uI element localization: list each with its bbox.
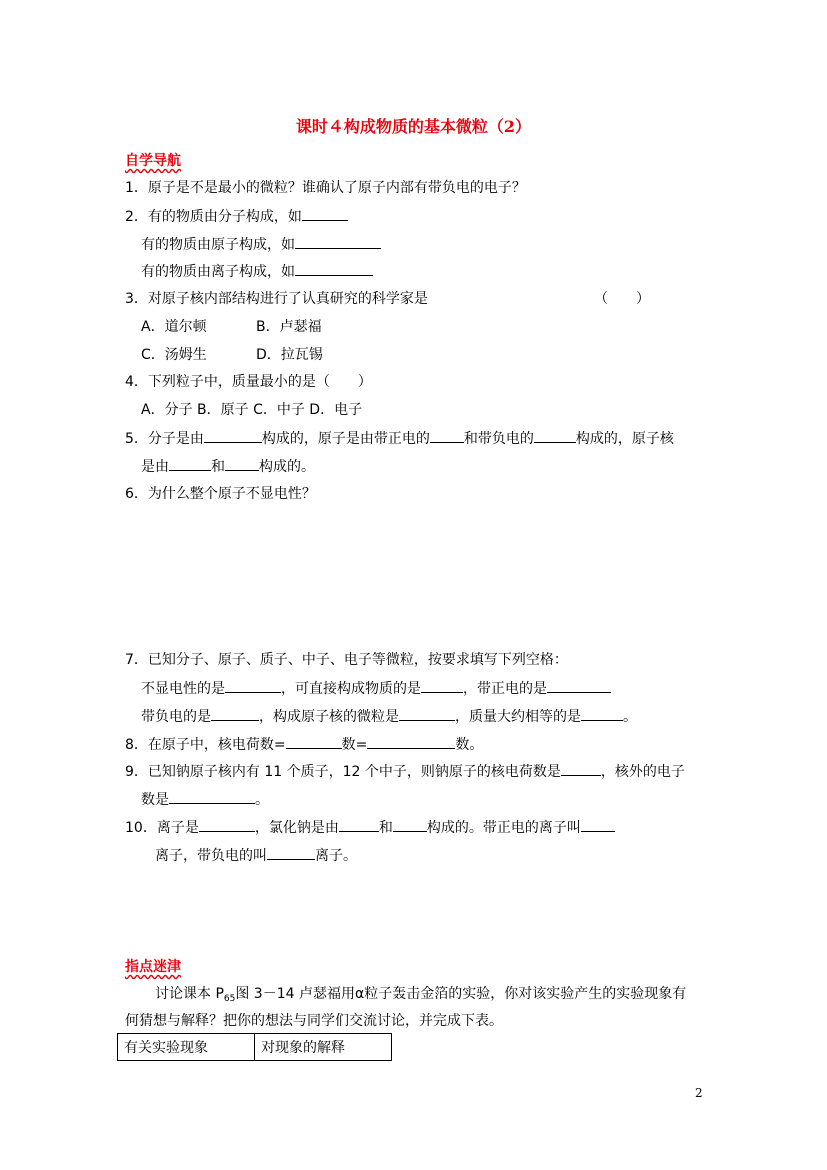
table-header-cell: 有关实验现象 <box>118 1034 255 1061</box>
q7-text: ，带正电的是 <box>463 681 547 697</box>
answer-blank[interactable] <box>367 734 455 749</box>
answer-blank[interactable] <box>199 817 255 832</box>
question-2b <box>141 234 381 255</box>
answer-blank[interactable] <box>399 706 455 721</box>
q5-text: 构成的，原子核 <box>575 431 674 447</box>
q5-text: 构成的。 <box>259 459 315 475</box>
question-7-line1 <box>141 678 611 699</box>
q10-text: 离子。 <box>315 848 357 864</box>
question-3-option-b: B．卢瑟福 <box>256 319 322 335</box>
q7-text: 不显电性的是 <box>141 681 225 697</box>
q10-text: 离子，带负电的叫 <box>155 848 267 864</box>
answer-blank[interactable] <box>302 206 348 221</box>
q10-text: 构成的。带正电的离子叫 <box>426 820 581 836</box>
question-7-line2 <box>141 706 637 727</box>
question-3-option-c: C．汤姆生 <box>141 347 207 363</box>
q7-text: ，质量大约相等的是 <box>455 709 581 725</box>
answer-blank[interactable] <box>581 817 615 832</box>
q8-text: 数。 <box>455 737 484 753</box>
answer-blank[interactable] <box>169 456 211 471</box>
q5-text: 和 <box>211 459 225 475</box>
question-10 <box>125 817 615 838</box>
q10-text: ，氯化钠是由 <box>254 820 339 836</box>
question-9-cont <box>141 789 269 810</box>
guidance-paragraph-line1 <box>155 984 686 1009</box>
q9-text: 数是 <box>141 792 169 808</box>
answer-blank[interactable] <box>581 706 623 721</box>
question-2c <box>141 261 373 282</box>
section-heading-guidance: 指点迷津 <box>125 959 181 975</box>
table-header-cell: 对现象的解释 <box>255 1034 392 1061</box>
question-6: 6．为什么整个原子不显电性？ <box>125 486 316 502</box>
answer-blank[interactable] <box>267 845 315 860</box>
question-3: 3．对原子核内部结构进行了认真研究的科学家是 <box>125 291 428 307</box>
q5-text: 是由 <box>141 459 169 475</box>
q5-text: 和带负电的 <box>463 431 534 447</box>
page-title: 课时４构成物质的基本微粒（2） <box>295 117 532 136</box>
page-number: 2 <box>695 1086 703 1100</box>
answer-blank[interactable] <box>295 234 381 249</box>
answer-blank[interactable] <box>430 428 464 443</box>
answer-blank[interactable] <box>204 428 262 443</box>
question-7: 7．已知分子、原子、质子、中子、电子等微粒，按要求填写下列空格： <box>125 652 568 668</box>
question-4-options: A．分子 B．原子 C．中子 D．电子 <box>141 402 363 418</box>
section-heading-self-study: 自学导航 <box>125 153 181 169</box>
q9-text: 。 <box>255 792 269 808</box>
experiment-table <box>117 1033 392 1061</box>
answer-blank[interactable] <box>286 734 342 749</box>
answer-blank[interactable] <box>295 261 373 276</box>
answer-blank[interactable] <box>225 678 281 693</box>
question-5 <box>125 428 674 449</box>
guidance-text: 图 3－14 卢瑟福用α粒子轰击金箔的实验，你对该实验产生的实验现象有 <box>235 986 687 1002</box>
q5-text: 构成的，原子是由带正电的 <box>261 431 430 447</box>
guidance-text: 讨论课本 P <box>155 986 224 1002</box>
q9-text: 9．已知钠原子核内有 11 个质子，12 个中子，则钠原子的核电荷数是 <box>125 764 561 780</box>
answer-blank[interactable] <box>393 817 427 832</box>
q10-text: 和 <box>378 820 393 836</box>
question-3-option-d: D．拉瓦锡 <box>256 347 323 363</box>
question-5-cont <box>141 456 315 477</box>
question-1: 1．原子是不是最小的微粒？谁确认了原子内部有带负电的电子？ <box>125 180 526 196</box>
answer-blank[interactable] <box>339 817 379 832</box>
page-ref-subscript: 65 <box>223 994 236 1004</box>
q8-text: 数= <box>341 737 368 753</box>
q9-text: ，核外的电子 <box>600 764 685 780</box>
question-3-option-a: A．道尔顿 <box>141 319 207 335</box>
answer-blank[interactable] <box>169 789 255 804</box>
answer-blank[interactable] <box>561 761 601 776</box>
q8-text: 8．在原子中，核电荷数= <box>125 737 286 753</box>
q7-text: ，构成原子核的微粒是 <box>259 709 399 725</box>
answer-blank[interactable] <box>225 456 259 471</box>
answer-blank[interactable] <box>534 428 576 443</box>
answer-blank[interactable] <box>421 678 463 693</box>
guidance-paragraph-line2: 何猜想与解释？把你的想法与同学们交流讨论，并完成下表。 <box>125 1013 503 1029</box>
question-2b-text: 有的物质由原子构成，如 <box>141 237 295 253</box>
question-8 <box>125 734 483 755</box>
q7-text: 。 <box>623 709 637 725</box>
question-2a <box>125 206 348 227</box>
q7-text: ，可直接构成物质的是 <box>281 681 421 697</box>
question-10-cont <box>155 845 357 866</box>
question-2a-text: 2．有的物质由分子构成，如 <box>125 209 302 225</box>
question-4: 4．下列粒子中，质量最小的是（ ） <box>125 374 372 390</box>
question-3-answer-paren[interactable]: （ ） <box>594 291 650 307</box>
table-row <box>118 1034 392 1061</box>
q10-text: 10．离子是 <box>125 820 199 836</box>
q5-text: 5．分子是由 <box>125 431 204 447</box>
question-9 <box>125 761 685 782</box>
answer-blank[interactable] <box>211 706 259 721</box>
answer-blank[interactable] <box>547 678 611 693</box>
q7-text: 带负电的是 <box>141 709 211 725</box>
question-2c-text: 有的物质由离子构成，如 <box>141 264 295 280</box>
